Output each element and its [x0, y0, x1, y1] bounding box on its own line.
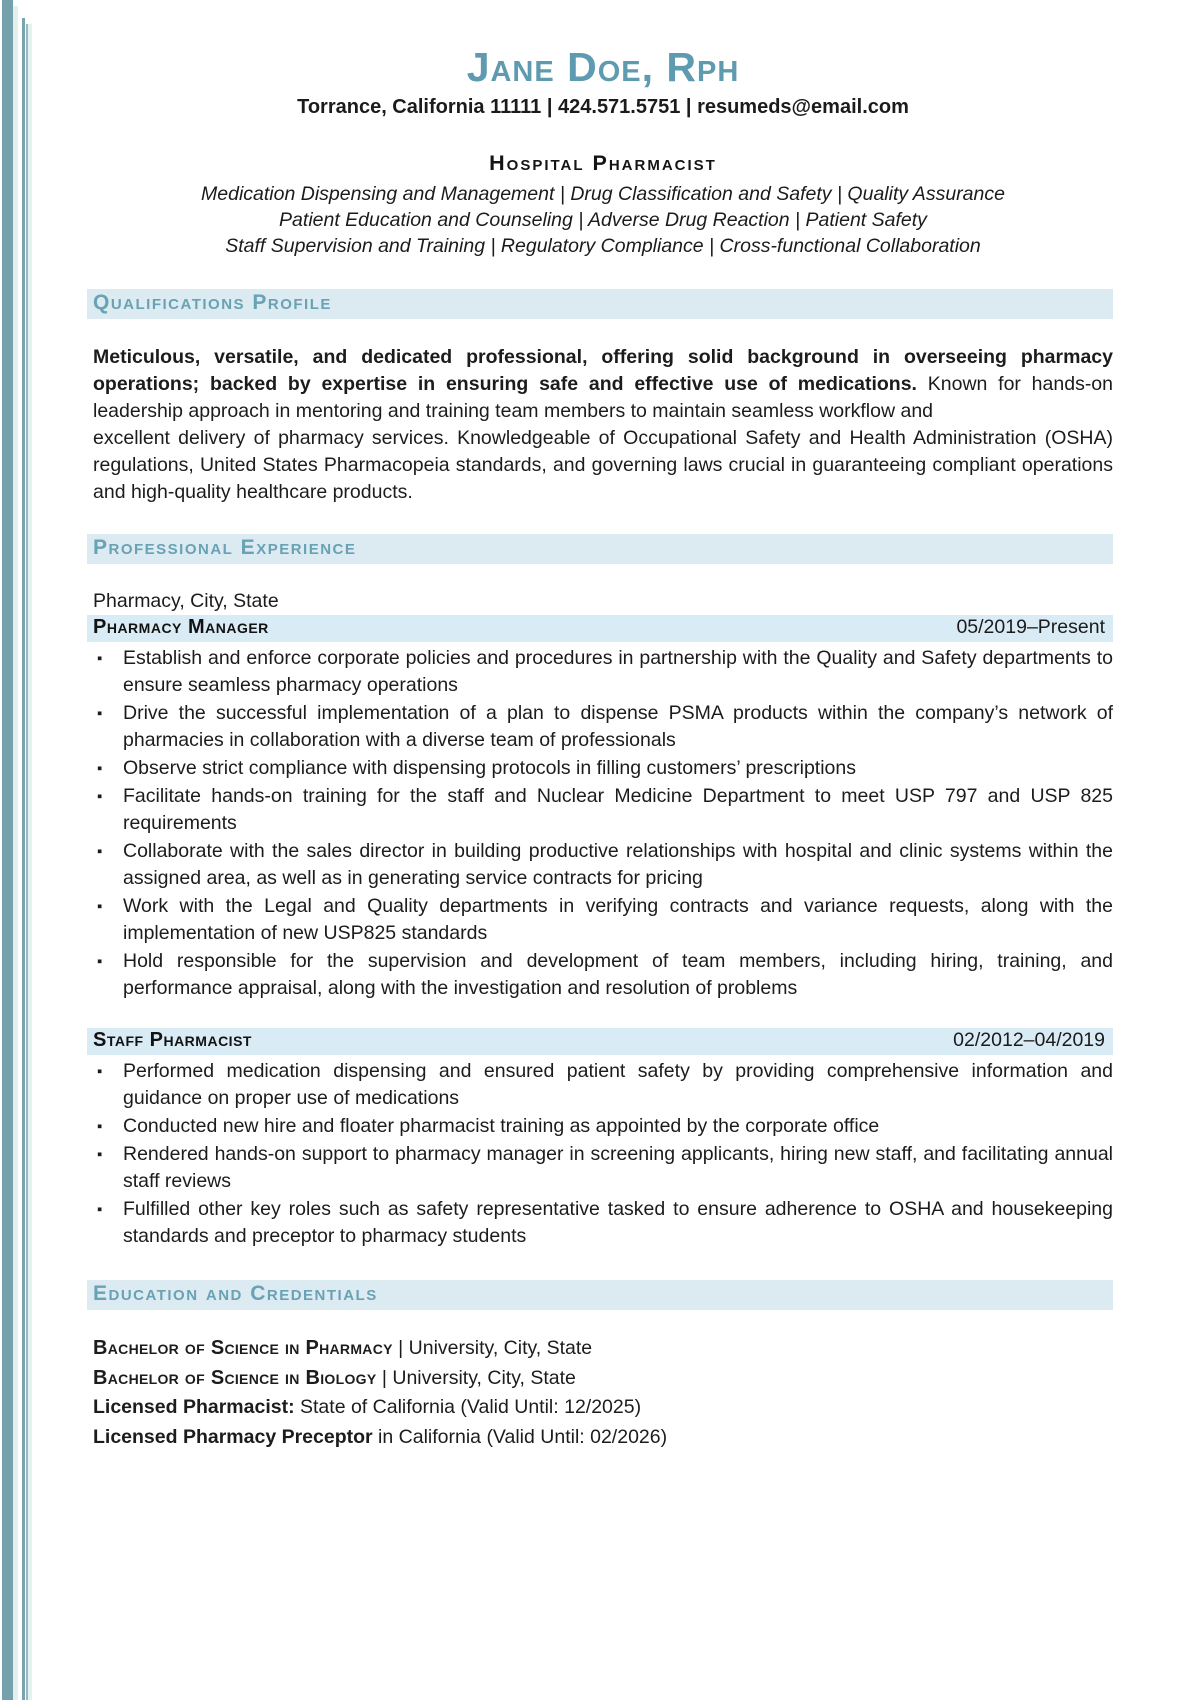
bullet-item: ▪ Conducted new hire and floater pharmacist training as appointed by the corporate office [93, 1113, 1113, 1140]
bullet-item: ▪ Fulfilled other key roles such as safety representative tasked to ensure adherence to OSHA and housekeeping standards and preceptor to pharmacy students [93, 1196, 1113, 1250]
skills-summary [93, 181, 1113, 259]
left-accent-tint [13, 6, 18, 1700]
contact-line: Torrance, California 11111 | 424.571.5751 | resumeds@email.com [297, 96, 909, 119]
credential-name: Licensed Pharmacist: [93, 1396, 295, 1419]
education-item-pharmacy-degree [93, 1334, 1113, 1364]
credential-detail: in California (Valid Until: 02/2026) [372, 1425, 668, 1448]
bullet-item: ▪ Establish and enforce corporate policies and procedures in partnership with the Quality and Safety departments to ensure seamless pharmacy operations [93, 645, 1113, 699]
section-heading-qualifications: Qualifications Profile [87, 289, 1113, 319]
section-heading-education: Education and Credentials [87, 1280, 1113, 1310]
credential-detail: State of California (Valid Until: 12/2025) [294, 1396, 642, 1419]
skills-line-2: Patient Education and Counseling | Adverse Drug Reaction | Patient Safety [279, 209, 927, 232]
education-item-licensed-pharmacist [93, 1393, 1113, 1423]
degree-detail: | University, City, State [376, 1366, 576, 1389]
left-accent-line-1 [22, 18, 25, 1700]
left-accent-tint-2 [28, 24, 32, 1700]
skills-line-3: Staff Supervision and Training | Regulatory Compliance | Cross-functional Collaboration [225, 235, 981, 258]
bullet-item: ▪ Collaborate with the sales director in building productive relationships with hospital and clinic systems within the assigned area, as well as in generating service contracts for pricing [93, 838, 1113, 892]
degree-name: Bachelor of Science in Pharmacy [93, 1337, 393, 1360]
job-header-staff-pharmacist [87, 1028, 1113, 1055]
job-header-pharmacy-manager [87, 615, 1113, 642]
employer-line: Pharmacy, City, State [93, 590, 279, 613]
candidate-name: Jane Doe, Rph [466, 44, 740, 90]
bullet-item: ▪ Hold responsible for the supervision and development of team members, including hiring, training, and performance appraisal, along with the investigation and resolution of problems [93, 948, 1113, 1002]
job-title: Staff Pharmacist [93, 1029, 252, 1052]
resume-content [93, 0, 1113, 1452]
bullet-item: ▪ Work with the Legal and Quality departments in verifying contracts and variance requests, along with the implementation of new USP825 standards [93, 893, 1113, 947]
education-item-licensed-preceptor [93, 1423, 1113, 1453]
credential-name: Licensed Pharmacy Preceptor [93, 1425, 373, 1448]
degree-detail: | University, City, State [392, 1337, 593, 1360]
target-role-title: Hospital Pharmacist [489, 151, 717, 176]
skills-line-1: Medication Dispensing and Management | Drug Classification and Safety | Quality Assurance [201, 183, 1005, 206]
bullet-item: ▪ Rendered hands-on support to pharmacy manager in screening applicants, hiring new staff, and facilitating annual staff reviews [93, 1141, 1113, 1195]
section-heading-experience: Professional Experience [87, 534, 1113, 564]
bullet-item: ▪ Drive the successful implementation of a plan to dispense PSMA products within the company’s network of pharmacies in collaboration with a diverse team of professionals [93, 700, 1113, 754]
bullet-item: ▪ Performed medication dispensing and ensured patient safety by providing comprehensive information and guidance on proper use of medications [93, 1058, 1113, 1112]
job-bullets-staff-pharmacist [93, 1058, 1113, 1250]
qualifications-paragraph-1 [93, 344, 1113, 425]
qualifications-bold-text: Meticulous, versatile, and dedicated professional, offering solid background in overseeing pharmacy operations; backed by expertise in ensuring safe and effective use of medications. [93, 346, 1113, 396]
qualifications-regular-text: Known for hands-on leadership approach in mentoring and training team members to maintain seamless workflow and [93, 373, 1113, 423]
job-dates: 05/2019–Present [956, 616, 1105, 639]
qualifications-paragraph-2: excellent delivery of pharmacy services. Knowledgeable of Occupational Safety and Health Administration (OSHA) regulations, United States Pharmacopeia standards, and governing laws crucial in guaranteeing compliant operations and high-quality healthcare products. [93, 427, 1113, 504]
job-bullets-pharmacy-manager [93, 645, 1113, 1002]
bullet-item: ▪ Observe strict compliance with dispensing protocols in filling customers’ prescriptions [93, 755, 1113, 782]
left-accent-bar [2, 0, 13, 1700]
degree-name: Bachelor of Science in Biology [93, 1366, 377, 1389]
bullet-item: ▪ Facilitate hands-on training for the staff and Nuclear Medicine Department to meet USP 797 and USP 825 requirements [93, 783, 1113, 837]
education-list [93, 1334, 1113, 1452]
education-item-biology-degree [93, 1364, 1113, 1394]
job-title: Pharmacy Manager [93, 616, 269, 639]
job-dates: 02/2012–04/2019 [953, 1029, 1105, 1052]
